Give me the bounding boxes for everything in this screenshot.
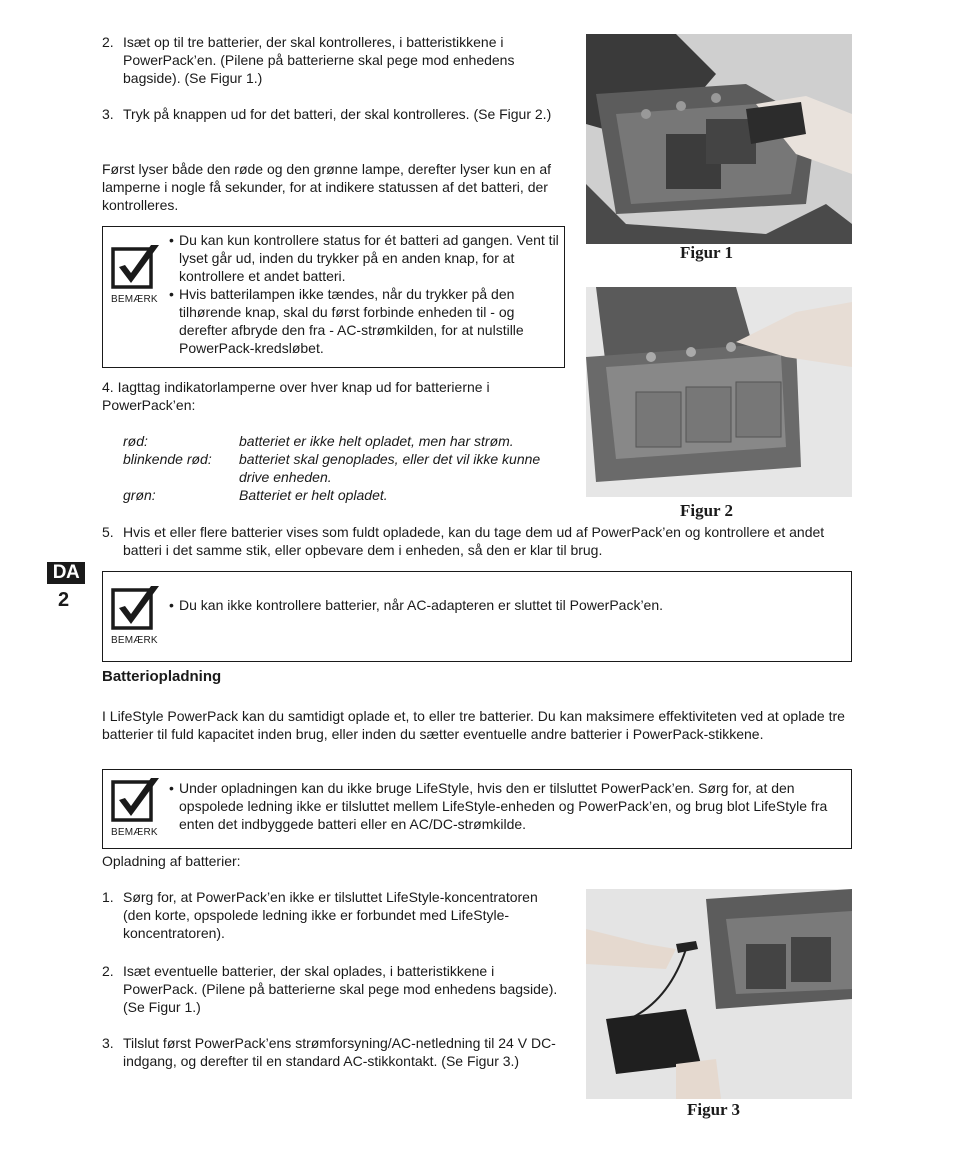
indicator-desc: batteriet skal genoplades, eller det vil ikke kunne drive enheden. — [239, 451, 541, 485]
checkmark-badge — [111, 243, 165, 305]
powerpack-button-photo-icon — [586, 287, 852, 497]
note-bullets — [169, 779, 847, 833]
step-number: 3. — [102, 1035, 114, 1051]
note-bullet: • Under opladningen kan du ikke bruge LifeStyle, hvis den er tilsluttet PowerPack’en. Sørg for, at den opspolede ledning ikke er tilsluttet mellem LifeStyle-enheden og PowerPack’en, og brug blot LifeStyle fra enten det indbyggede batteri eller en AC/DC-strømkilde. — [169, 779, 847, 833]
step-number: 2. — [102, 963, 114, 979]
step-text: Isæt eventuelle batterier, der skal oplades, i batteristikkene i PowerPack. (Pilene på batterierne skal pege mod enhedens bagside). (Se Figur 1.) — [123, 963, 558, 1015]
indicator-desc: batteriet er ikke helt opladet, men har strøm. — [239, 433, 514, 449]
charging-paragraph: I LifeStyle PowerPack kan du samtidigt oplade et, to eller tre batterier. Du kan maksimere effektiviteten ved at oplade tre batterier til fuld kapacitet inden brug, eller inden du sætter eventuelle andre batterier i PowerPack-stikkene. — [102, 708, 845, 742]
indicator-term: blinkende rød: — [123, 451, 212, 467]
page-number: 2 — [58, 589, 70, 611]
note-bullet: • Du kan ikke kontrollere batterier, når AC-adapteren er sluttet til PowerPack’en. — [169, 596, 847, 614]
note-box — [102, 226, 565, 368]
step-4: 4. Iagttag indikatorlamperne over hver knap ud for batterierne i PowerPack’en: — [102, 379, 490, 413]
note-bullet: • Hvis batterilampen ikke tændes, når du trykker på den tilhørende knap, skal du først forbinde enheden til - og derefter afbryde den fra - AC-strømkilden, for at nulstille PowerPack-kredsløbet. — [169, 285, 560, 357]
powerpack-adapter-photo-icon — [586, 889, 852, 1099]
checkmark-icon — [111, 776, 163, 824]
indicator-term: grøn: — [123, 487, 156, 503]
note-label: BEMÆRK — [111, 294, 158, 305]
figure-1-image — [586, 34, 852, 244]
figure-caption: Figur 1 — [680, 243, 734, 262]
checkmark-icon — [111, 243, 163, 291]
note-bullet: • Du kan kun kontrollere status for ét batteri ad gangen. Vent til lyset går ud, inden du trykker på en anden knap, for at kontrollere et andet batteri. — [169, 231, 560, 285]
step-number: 1. — [102, 889, 114, 905]
note-box — [102, 769, 852, 849]
checkmark-badge — [111, 584, 165, 646]
figure-2-image — [586, 287, 852, 497]
step-text: Tilslut først PowerPack’ens strømforsyning/AC-netledning til 24 V DC-indgang, og derefter til en standard AC-stikkontakt. (Se Figur 3.) — [123, 1035, 556, 1069]
indicator-term: rød: — [123, 433, 148, 449]
figure-caption: Figur 2 — [680, 501, 734, 520]
indicator-list — [123, 432, 563, 504]
figure-3-image — [586, 889, 852, 1099]
language-tab: DA — [47, 562, 85, 584]
indicator-desc: Batteriet er helt opladet. — [239, 487, 388, 503]
powerpack-photo-icon — [586, 34, 852, 244]
indicator-row — [123, 450, 563, 486]
indicator-row — [123, 486, 563, 504]
indicator-row — [123, 432, 563, 450]
note-bullets — [169, 231, 560, 357]
step-number: 2. — [102, 34, 114, 50]
step-text: Sørg for, at PowerPack’en ikke er tilsluttet LifeStyle-koncentratoren (den korte, opspolede ledning ikke er forbundet med LifeStyle-koncentratoren). — [123, 889, 538, 941]
step-number: 5. — [102, 524, 114, 540]
step-text: Tryk på knappen ud for det batteri, der skal kontrolleres. (Se Figur 2.) — [123, 106, 552, 122]
step-text: Hvis et eller flere batterier vises som fuldt opladede, kan du tage dem ud af PowerPack’en og kontrollere et andet batteri i det samme stik, eller opbevare dem i enheden, så den er klar til brug. — [123, 524, 825, 558]
checkmark-icon — [111, 584, 163, 632]
note-label: BEMÆRK — [111, 635, 158, 646]
charging-intro: Opladning af batterier: — [102, 853, 241, 869]
figure-caption: Figur 3 — [687, 1100, 741, 1119]
step-number: 3. — [102, 106, 114, 122]
note-bullets — [169, 596, 847, 614]
note-box — [102, 571, 852, 662]
checkmark-badge — [111, 776, 165, 838]
section-heading: Batteriopladning — [102, 668, 222, 685]
step-text: Isæt op til tre batterier, der skal kontrolleres, i batteristikkene i PowerPack’en. (Pilene på batterierne skal pege mod enhedens bagside). (Se Figur 1.) — [123, 34, 515, 86]
status-paragraph: Først lyser både den røde og den grønne lampe, derefter lyser kun en af lamperne i nogle få sekunder, for at indikere statussen af det batteri, der kontrolleres. — [102, 161, 552, 213]
note-label: BEMÆRK — [111, 827, 158, 838]
